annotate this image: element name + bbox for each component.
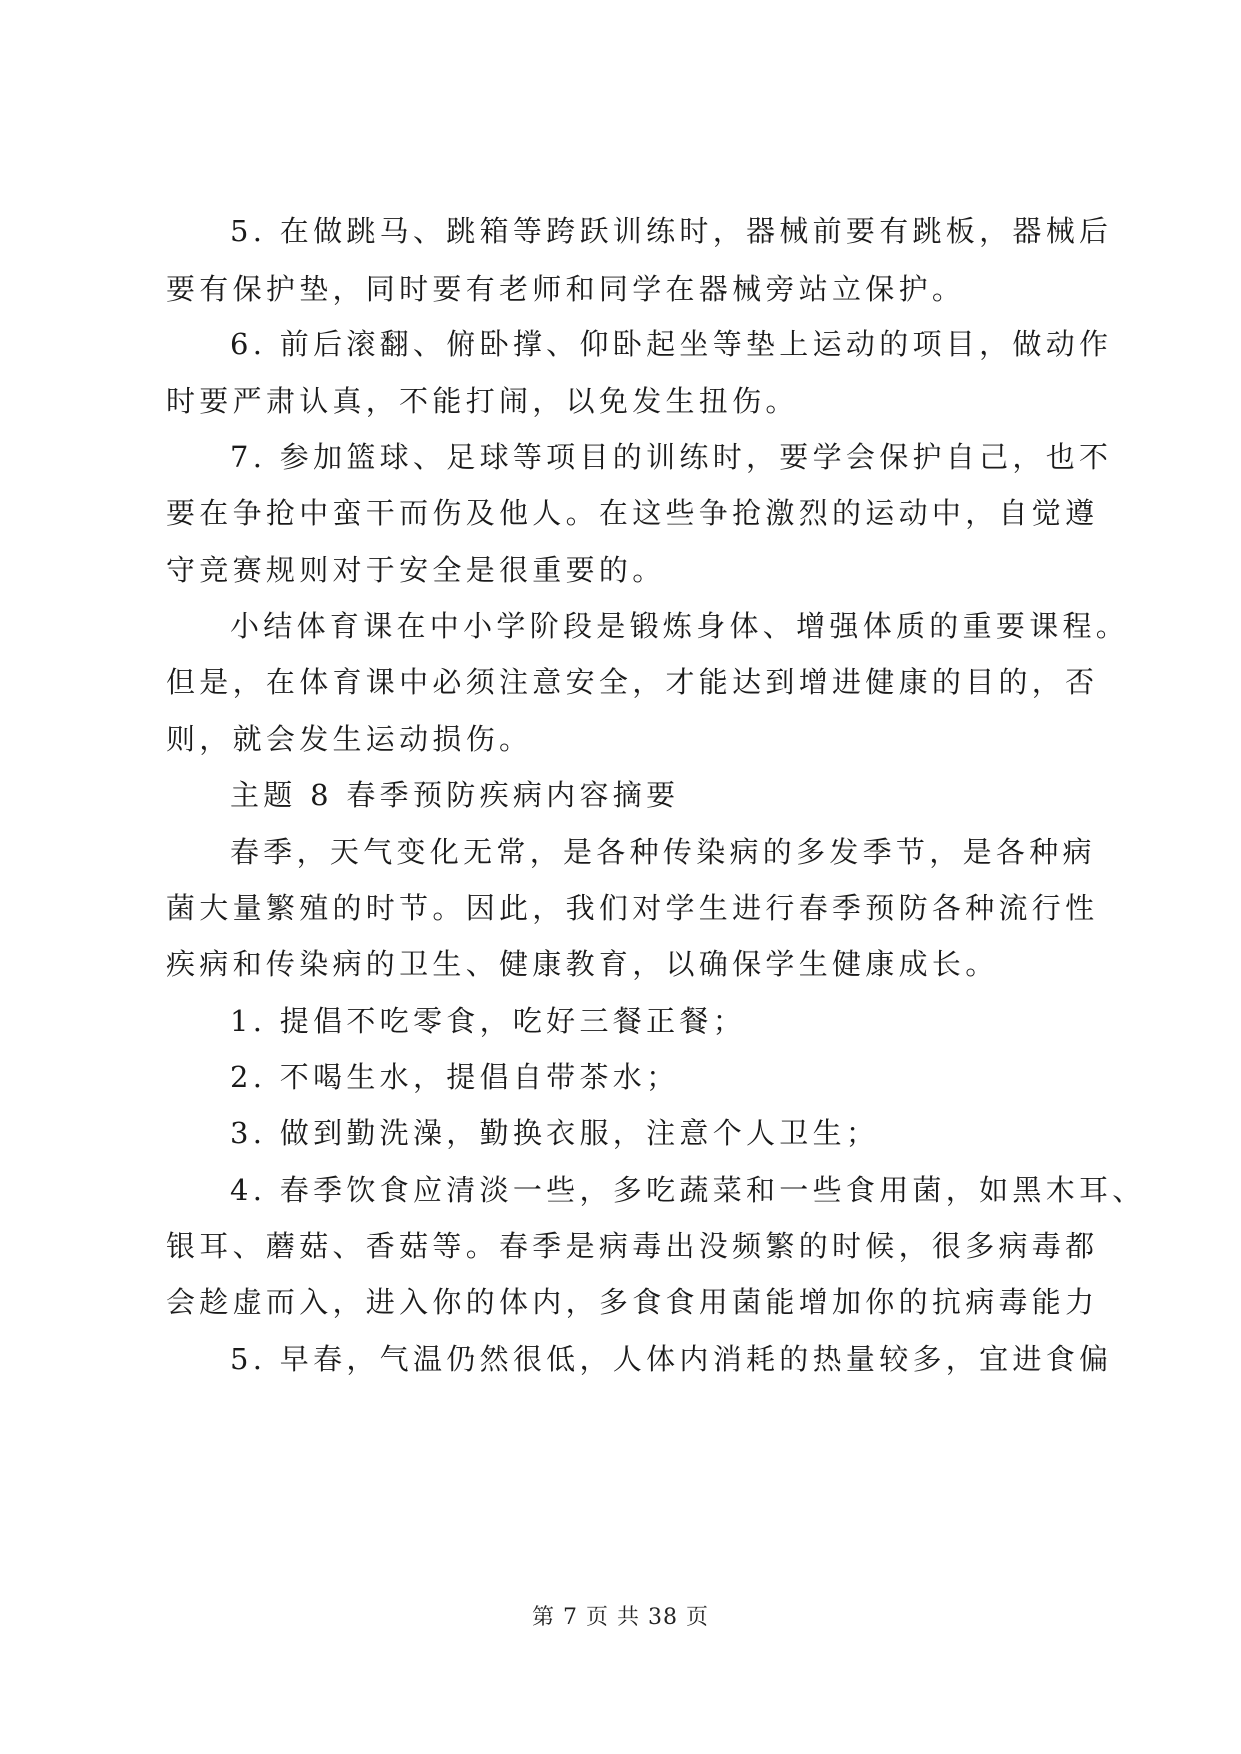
paragraph-line: 会趁虚而入，进入你的体内，多食食用菌能增加你的抗病毒能力 [166,1285,1099,1319]
list-item: 3. 做到勤洗澡，勤换衣服，注意个人卫生； [230,1116,880,1150]
paragraph-line: 则，就会发生运动损伤。 [166,722,533,756]
paragraph-line: 要在争抢中蛮干而伤及他人。在这些争抢激烈的运动中，自觉遵 [166,496,1099,530]
paragraph-line: 菌大量繁殖的时节。因此，我们对学生进行春季预防各种流行性 [166,891,1099,925]
list-item: 5. 早春，气温仍然很低，人体内消耗的热量较多，宜进食偏 [230,1342,1113,1376]
paragraph-line: 时要严肃认真，不能打闹，以免发生扭伤。 [166,384,799,418]
paragraph-line: 6. 前后滚翻、俯卧撑、仰卧起坐等垫上运动的项目，做动作 [230,327,1113,361]
section-heading: 主题 8 春季预防疾病内容摘要 [230,778,680,812]
paragraph-line: 守竞赛规则对于安全是很重要的。 [166,553,666,587]
paragraph-line: 7. 参加篮球、足球等项目的训练时，要学会保护自己，也不 [230,440,1113,474]
list-item: 1. 提倡不吃零食，吃好三餐正餐； [230,1004,746,1038]
page-number-footer: 第 7 页 共 38 页 [532,1605,709,1630]
paragraph-line: 小结体育课在中小学阶段是锻炼身体、增强体质的重要课程。 [230,609,1130,643]
paragraph-line: 但是，在体育课中必须注意安全，才能达到增进健康的目的，否 [166,665,1099,699]
list-item: 4. 春季饮食应清淡一些，多吃蔬菜和一些食用菌，如黑木耳、 [230,1173,1146,1207]
paragraph-line: 5. 在做跳马、跳箱等跨跃训练时，器械前要有跳板，器械后 [230,214,1113,248]
paragraph-line: 银耳、蘑菇、香菇等。春季是病毒出没频繁的时候，很多病毒都 [166,1229,1099,1263]
paragraph-line: 要有保护垫，同时要有老师和同学在器械旁站立保护。 [166,272,966,306]
paragraph-line: 春季，天气变化无常，是各种传染病的多发季节，是各种病 [230,835,1096,869]
list-item: 2. 不喝生水，提倡自带茶水； [230,1060,680,1094]
paragraph-line: 疾病和传染病的卫生、健康教育，以确保学生健康成长。 [166,947,999,981]
